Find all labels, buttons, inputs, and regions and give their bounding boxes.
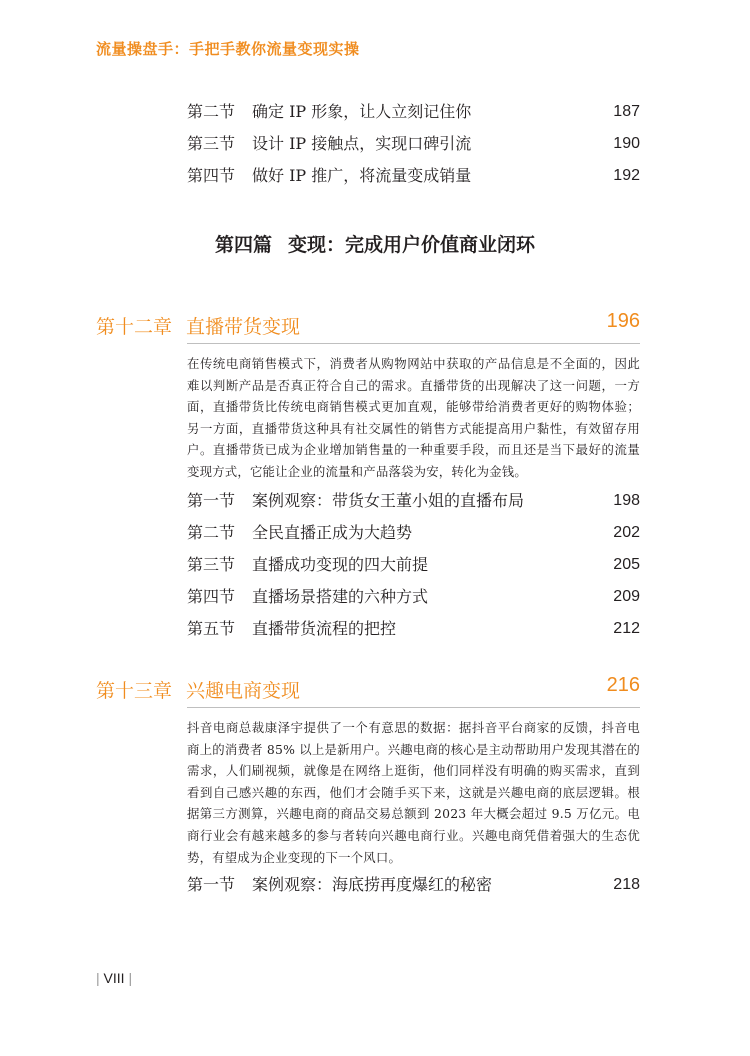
section-title: 做好 IP 推广，将流量变成销量 xyxy=(252,166,472,185)
section-number: 第四节 xyxy=(187,587,236,606)
section-page: 187 xyxy=(613,103,640,120)
section-number: 第五节 xyxy=(187,619,236,638)
section-page: 202 xyxy=(613,524,640,541)
section-page: 192 xyxy=(613,167,640,184)
chapter-number: 第十三章 xyxy=(96,680,173,702)
section-number: 第四节 xyxy=(187,166,236,185)
section-page: 190 xyxy=(613,135,640,152)
part-title: 变现：完成用户价值商业闭环 xyxy=(288,234,536,256)
page-number-bar: | xyxy=(96,970,100,986)
toc-entry[interactable] xyxy=(187,128,640,160)
chapter-summary: 抖音电商总裁康泽宇提供了一个有意思的数据：据抖音平台商家的反馈，抖音电商上的消费者 85% 以上是新用户。兴趣电商的核心是主动帮助用户发现其潜在的需求，人们刷视频，就像是在网络上逛街，他们同样没有明确的购买需求，直到看到自己感兴趣的东西，他们才会随手买下来，这就是兴趣电商的底层逻辑。根据第三方测算，兴趣电商的商品交易总额到 2023 年大概会超过 9.5 万亿元。电商行业会有越来越多的参与者转向兴趣电商行业。兴趣电商凭借着强大的生态优势，有望成为企业变现的下一个风口。 xyxy=(187,720,640,865)
page-number-text: VIII xyxy=(103,970,125,986)
toc-chapter-sections xyxy=(187,869,640,901)
chapter-number: 第十二章 xyxy=(96,316,173,338)
part-heading xyxy=(0,230,750,257)
toc-entry[interactable] xyxy=(187,581,640,613)
toc-entry[interactable] xyxy=(187,549,640,581)
chapter-page: 216 xyxy=(606,674,640,696)
section-page: 218 xyxy=(613,876,640,893)
toc-top-sections xyxy=(187,96,640,192)
section-title: 案例观察：带货女王董小姐的直播布局 xyxy=(252,491,525,510)
toc-chapter-sections xyxy=(187,485,640,645)
chapter-divider xyxy=(187,707,640,708)
chapter-title: 兴趣电商变现 xyxy=(186,680,301,702)
toc-entry[interactable] xyxy=(187,160,640,192)
section-number: 第一节 xyxy=(187,875,236,894)
section-page: 209 xyxy=(613,588,640,605)
section-number: 第二节 xyxy=(187,102,236,121)
section-number: 第二节 xyxy=(187,523,236,542)
toc-entry[interactable] xyxy=(187,517,640,549)
toc-entry[interactable] xyxy=(187,485,640,517)
running-header: 流量操盘手：手把手教你流量变现实操 xyxy=(96,40,360,58)
section-page: 212 xyxy=(613,620,640,637)
section-number: 第三节 xyxy=(187,555,236,574)
chapter-summary: 在传统电商销售模式下，消费者从购物网站中获取的产品信息是不全面的，因此难以判断产品是否真正符合自己的需求。直播带货的出现解决了这一问题，一方面，直播带货比传统电商销售模式更加直观，能够带给消费者更好的购物体验；另一方面，直播带货这种具有社交属性的销售方式能提高用户黏性，有效留存用户。直播带货已成为企业增加销售量的一种重要手段，而且还是当下最好的流量变现方式，它能让企业的流量和产品落袋为安，转化为金钱。 xyxy=(187,356,640,479)
section-number: 第一节 xyxy=(187,491,236,510)
page-number-bar: | xyxy=(128,970,133,986)
toc-entry[interactable] xyxy=(187,869,640,901)
chapter-divider xyxy=(187,343,640,344)
section-page: 198 xyxy=(613,492,640,509)
chapter-page: 196 xyxy=(606,310,640,332)
section-title: 直播成功变现的四大前提 xyxy=(252,555,429,574)
part-label: 第四篇 xyxy=(214,234,272,256)
section-title: 案例观察：海底捞再度爆红的秘密 xyxy=(252,875,493,894)
section-title: 确定 IP 形象，让人立刻记住你 xyxy=(252,102,472,121)
section-title: 直播带货流程的把控 xyxy=(252,619,397,638)
chapter-heading[interactable] xyxy=(96,312,640,342)
toc-entry[interactable] xyxy=(187,613,640,645)
chapter-heading[interactable] xyxy=(96,676,640,706)
section-title: 全民直播正成为大趋势 xyxy=(252,523,413,542)
section-number: 第三节 xyxy=(187,134,236,153)
toc-entry[interactable] xyxy=(187,96,640,128)
section-page: 205 xyxy=(613,556,640,573)
section-title: 设计 IP 接触点，实现口碑引流 xyxy=(252,134,472,153)
section-title: 直播场景搭建的六种方式 xyxy=(252,587,429,606)
page-number xyxy=(96,970,132,986)
chapter-title: 直播带货变现 xyxy=(186,316,301,338)
